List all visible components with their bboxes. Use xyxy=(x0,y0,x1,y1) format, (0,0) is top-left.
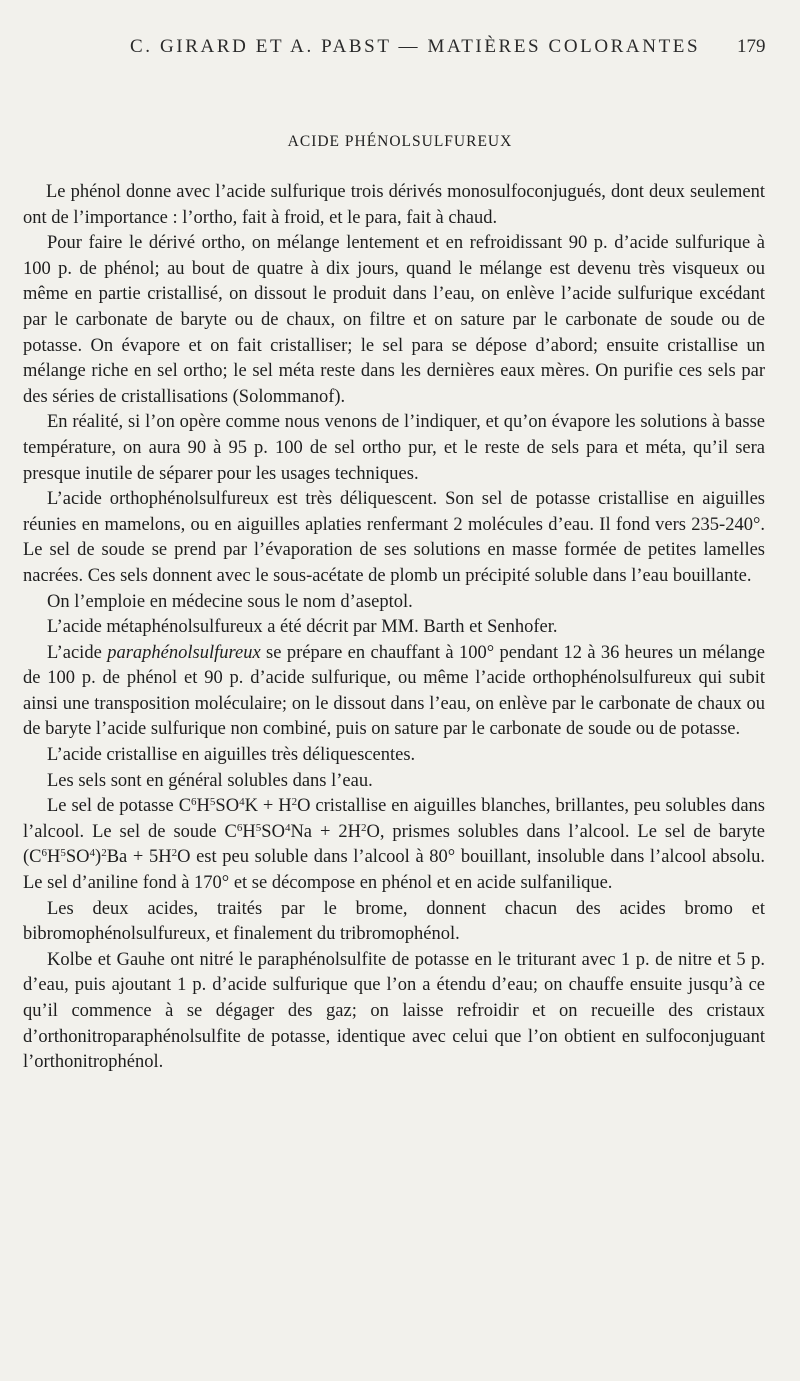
paragraph: L’acide orthophénolsulfureux est très déliquescent. Son sel de potasse cristallise en aiguilles réunies en mamelons, ou en aiguilles aplaties renfermant 2 molécules d’eau. Il fond vers 235-240°. Le sel de soude se prend par l’évaporation de ses solutions en masse formée de petites lamelles nacrées. Ces sels donnent avec le sous-acétate de plomb un précipité soluble dans l’eau bouillante. xyxy=(23,489,765,586)
paragraph xyxy=(23,641,765,743)
paragraph: En réalité, si l’on opère comme nous venons de l’indiquer, et qu’on évapore les solutions à basse température, on aura 90 à 95 p. 100 de sel ortho pur, et le reste de sels para et méta, qu’il sera presque inutile de séparer pour les usages techniques. xyxy=(23,412,765,484)
paragraph: On l’emploie en médecine sous le nom d’aseptol. xyxy=(47,591,413,612)
text-run: SO xyxy=(215,796,240,817)
paragraph: L’acide métaphénolsulfureux a été décrit par MM. Barth et Senhofer. xyxy=(47,617,558,638)
text-run: Ba + 5H xyxy=(106,847,172,868)
running-header xyxy=(0,36,800,64)
text-run: H xyxy=(196,796,210,817)
superscript: 2 xyxy=(171,847,178,860)
running-title: C. GIRARD ET A. PABST — MATIÈRES COLORANTES xyxy=(130,36,701,57)
superscript: 4 xyxy=(284,821,291,834)
text-run: O, prismes solubles dans l’alcool. Le sel de baryte (C xyxy=(23,821,765,868)
superscript: 5 xyxy=(255,821,262,834)
text-run: Na + 2H xyxy=(290,821,361,842)
text-run: H xyxy=(47,847,61,868)
text-run: SO xyxy=(261,821,285,842)
superscript: 6 xyxy=(236,821,243,834)
superscript: 5 xyxy=(209,796,216,809)
superscript: 6 xyxy=(191,796,197,809)
text-run: H xyxy=(242,821,256,842)
superscript: 4 xyxy=(89,847,96,860)
text-run: SO xyxy=(65,847,90,868)
superscript: 5 xyxy=(60,847,66,860)
body-text xyxy=(23,180,765,1076)
text-run: O est peu soluble dans l’alcool à 80° bouillant, insoluble dans l’alcool absolu. Le sel d’aniline fond à 170° et se décompose en phénol et en acide sulfanilique. xyxy=(23,847,765,894)
italic-term: paraphénolsulfureux xyxy=(107,642,261,663)
text-run: K + H xyxy=(244,796,292,817)
section-title: ACIDE PHÉNOLSULFUREUX xyxy=(287,133,513,150)
page-number: 179 xyxy=(737,36,766,57)
superscript: 2 xyxy=(101,847,107,860)
superscript: 4 xyxy=(239,796,245,809)
text-run: Le sel de potasse C xyxy=(47,796,192,817)
text-run: se prépare en chauffant à 100° pendant 12 à 36 heures un mélange de 100 p. de phénol et 90 p. d’acide sulfurique, ou même l’acide orthophénolsulfureux qui subit ainsi une transposition moléculaire; on le dissout dans l’eau, on enlève par le carbonate de chaux ou de baryte l’acide sulfurique non combiné, puis on sature par le carbonate de soude ou de potasse. xyxy=(23,642,766,740)
paragraph: Les deux acides, traités par le brome, donnent chacun des acides bromo et bibromophénolsulfureux, et finalement du tribromophénol. xyxy=(23,898,765,945)
superscript: 2 xyxy=(360,821,367,834)
paragraph-formulas xyxy=(23,794,765,896)
paragraph: L’acide cristallise en aiguilles très déliquescentes. xyxy=(47,745,416,766)
superscript: 2 xyxy=(291,796,298,809)
paragraph: Les sels sont en général solubles dans l’eau. xyxy=(47,770,373,791)
text-run: L’acide xyxy=(47,642,102,663)
text-run: O cristallise en aiguilles blanches, brillantes, peu solubles dans l’alcool. Le sel de soude C xyxy=(23,796,765,842)
text-run: ) xyxy=(95,847,102,868)
paragraph: Pour faire le dérivé ortho, on mélange lentement et en refroidissant 90 p. d’acide sulfurique à 100 p. de phénol; au bout de quatre à dix jours, quand le mélange est devenu très visqueux ou même en partie cristallisé, on dissout le produit dans l’eau, on enlève l’acide sulfurique excédant par le carbonate de baryte ou de chaux, on filtre et on sature par le carbonate de soude ou de potasse. On évapore et on fait cristalliser; le sel para se dépose d’abord; ensuite cristallise un mélange riche en sel ortho; le sel méta reste dans les dernières eaux mères. On purifie ces sels par des séries de cristallisations (Solommanof). xyxy=(23,233,765,407)
superscript: 6 xyxy=(41,847,47,860)
paragraph: Kolbe et Gauhe ont nitré le paraphénolsulfite de potasse en le triturant avec 1 p. de nitre et 5 p. d’eau, puis ajoutant 1 p. d’acide sulfurique que l’on a étendu d’eau; on chauffe ensuite jusqu’à ce qu’il commence à se dégager des gaz; on laisse refroidir et on recueille des cristaux d’orthonitroparaphénolsulfite de potasse, identique avec celui que l’on obtient en sulfoconjuguant l’orthonitrophénol. xyxy=(23,949,765,1073)
paragraph: Le phénol donne avec l’acide sulfurique trois dérivés monosulfoconjugués, dont deux seulement ont de l’importance : l’ortho, fait à froid, et le para, fait à chaud. xyxy=(23,182,765,228)
